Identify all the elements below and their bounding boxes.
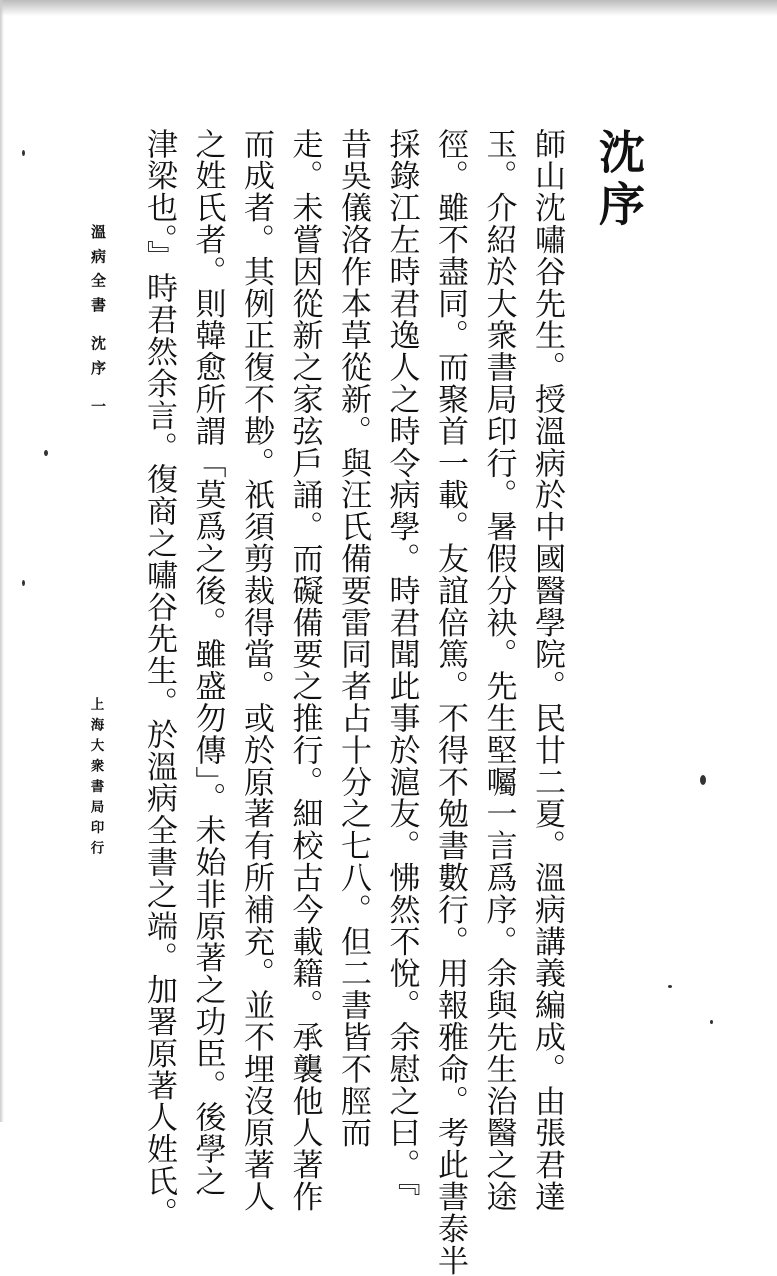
preface-body xyxy=(135,128,572,1276)
scan-speck xyxy=(710,1020,713,1024)
text-column: 而成者。其例正復不尠。祇須剪裁得當。或於原著有所補充。並不埋沒原著人 xyxy=(238,128,274,1213)
preface-title: 沈序 xyxy=(592,128,646,232)
text-column: 玉。介紹於大衆書局印行。暑假分袂。先生堅囑一言爲序。余與先生治醫之途 xyxy=(480,128,517,1213)
text-column: 之姓氏者。則韓愈所謂「莫爲之後。雖盛勿傳」。未始非原著之功臣。後學之 xyxy=(189,128,226,1198)
scan-left-edge xyxy=(0,0,4,1122)
text-column: 昔吳儀洛作本草從新。與汪氏備要雷同者占十分之七八。但二書皆不脛而 xyxy=(335,128,371,1149)
text-column: 徑。雖不盡同。而聚首一載。友誼倍篤。不得不勉書數行。用報雅命。考此書泰半 xyxy=(432,128,468,1276)
publisher-imprint: 上海大衆書局印行 xyxy=(87,697,104,861)
text-column: 師山沈嘯谷先生。授溫病於中國醫學院。民廿二夏。溫病講義編成。由張君達 xyxy=(529,128,565,1213)
text-column: 走。未嘗因從新之家弦戶誦。而礙備要之推行。細校古今載籍。承襲他人著作 xyxy=(286,128,323,1213)
text-column: 採錄江左時君逸人之時令病學。時君聞此事於滬友。怫然不悅。余慰之曰。『 xyxy=(383,128,420,1198)
scan-speck xyxy=(22,150,25,156)
scan-speck xyxy=(22,580,25,586)
scan-speck xyxy=(700,775,706,785)
text-column: 津梁也。』時君然余言。復商之嘯谷先生。於溫病全書之端。加署原著人姓氏。 xyxy=(141,128,177,1229)
scan-speck xyxy=(668,985,672,988)
scan-speck xyxy=(44,450,48,456)
running-header: 溫 病 全 書 沈 序 一 xyxy=(89,224,107,416)
scan-top-shadow xyxy=(0,0,777,16)
